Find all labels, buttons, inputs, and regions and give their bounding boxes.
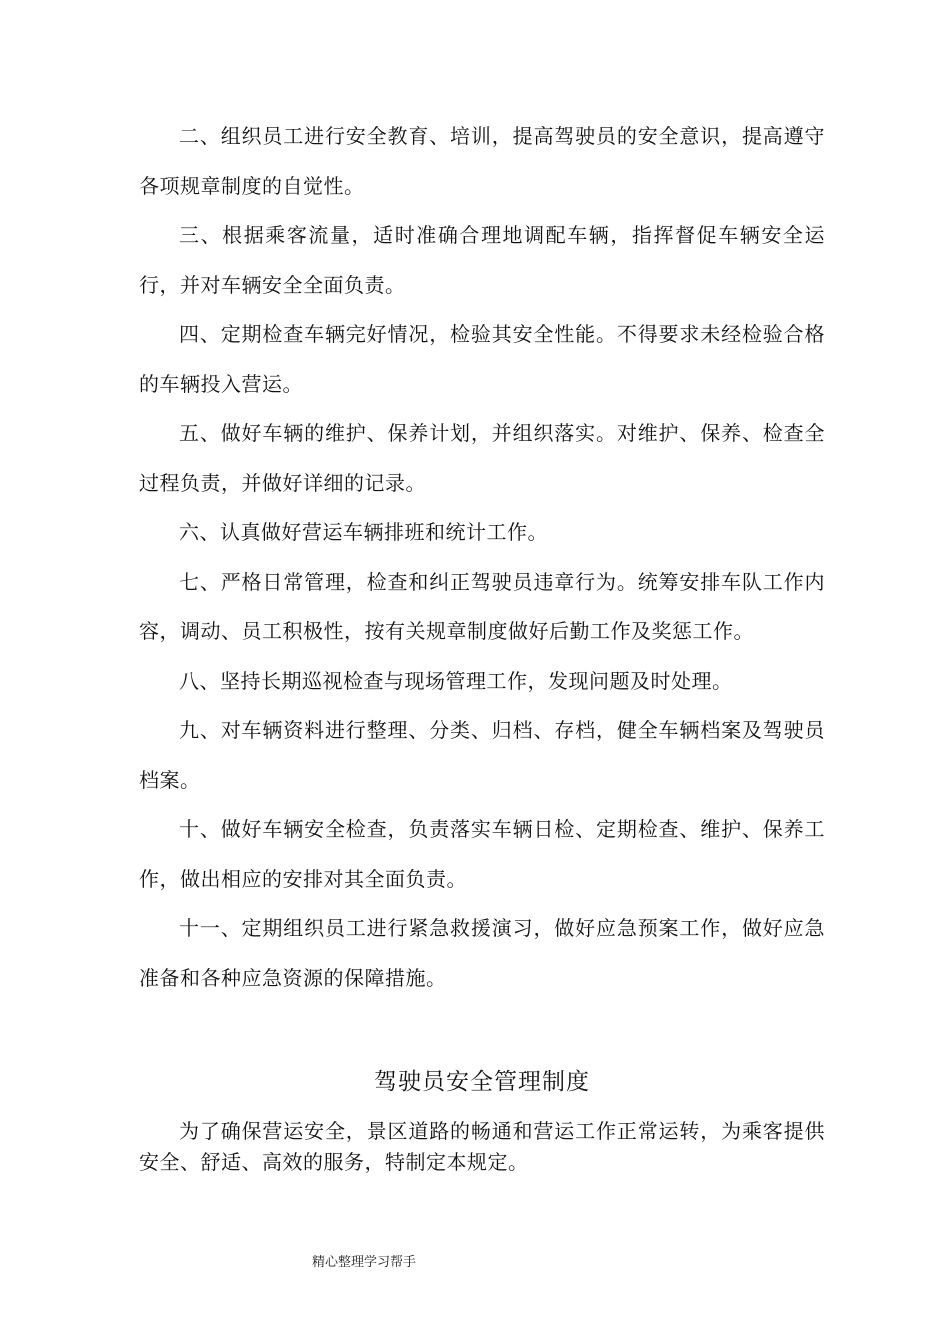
clause-2: 二、组织员工进行安全教育、培训，提高驾驶员的安全意识，提高遵守各项规章制度的自觉性。 <box>139 124 825 198</box>
clause-11: 十一、定期组织员工进行紧急救援演习，做好应急预案工作，做好应急准备和各种应急资源的保障措施。 <box>139 916 825 990</box>
clause-6: 六、认真做好营运车辆排班和统计工作。 <box>179 520 548 544</box>
clause-3: 三、根据乘客流量，适时准确合理地调配车辆，指挥督促车辆安全运行，并对车辆安全全面负责。 <box>139 223 825 297</box>
clause-9: 九、对车辆资料进行整理、分类、归档、存档，健全车辆档案及驾驶员档案。 <box>139 718 825 792</box>
clause-8: 八、坚持长期巡视检查与现场管理工作，发现问题及时处理。 <box>179 668 733 693</box>
clause-4: 四、定期检查车辆完好情况，检验其安全性能。不得要求未经检验合格的车辆投入营运。 <box>139 322 825 396</box>
clause-5: 五、做好车辆的维护、保养计划，并组织落实。对维护、保养、检查全过程负责，并做好详细的记录。 <box>139 421 825 495</box>
clause-7: 七、严格日常管理，检查和纠正驾驶员违章行为。统筹安排车队工作内容，调动、员工积极性，按有关规章制度做好后勤工作及奖惩工作。 <box>139 569 825 643</box>
section-intro: 为了确保营运安全，景区道路的畅通和营运工作正常运转，为乘客提供安全、舒适、高效的服务，特制定本规定。 <box>139 1119 825 1174</box>
footer-note: 精心整理学习帮手 <box>312 1255 417 1270</box>
clause-10: 十、做好车辆安全检查，负责落实车辆日检、定期检查、维护、保养工作，做出相应的安排对其全面负责。 <box>139 817 825 891</box>
section-title: 驾驶员安全管理制度 <box>374 1069 590 1095</box>
clause-list <box>139 112 825 1003</box>
